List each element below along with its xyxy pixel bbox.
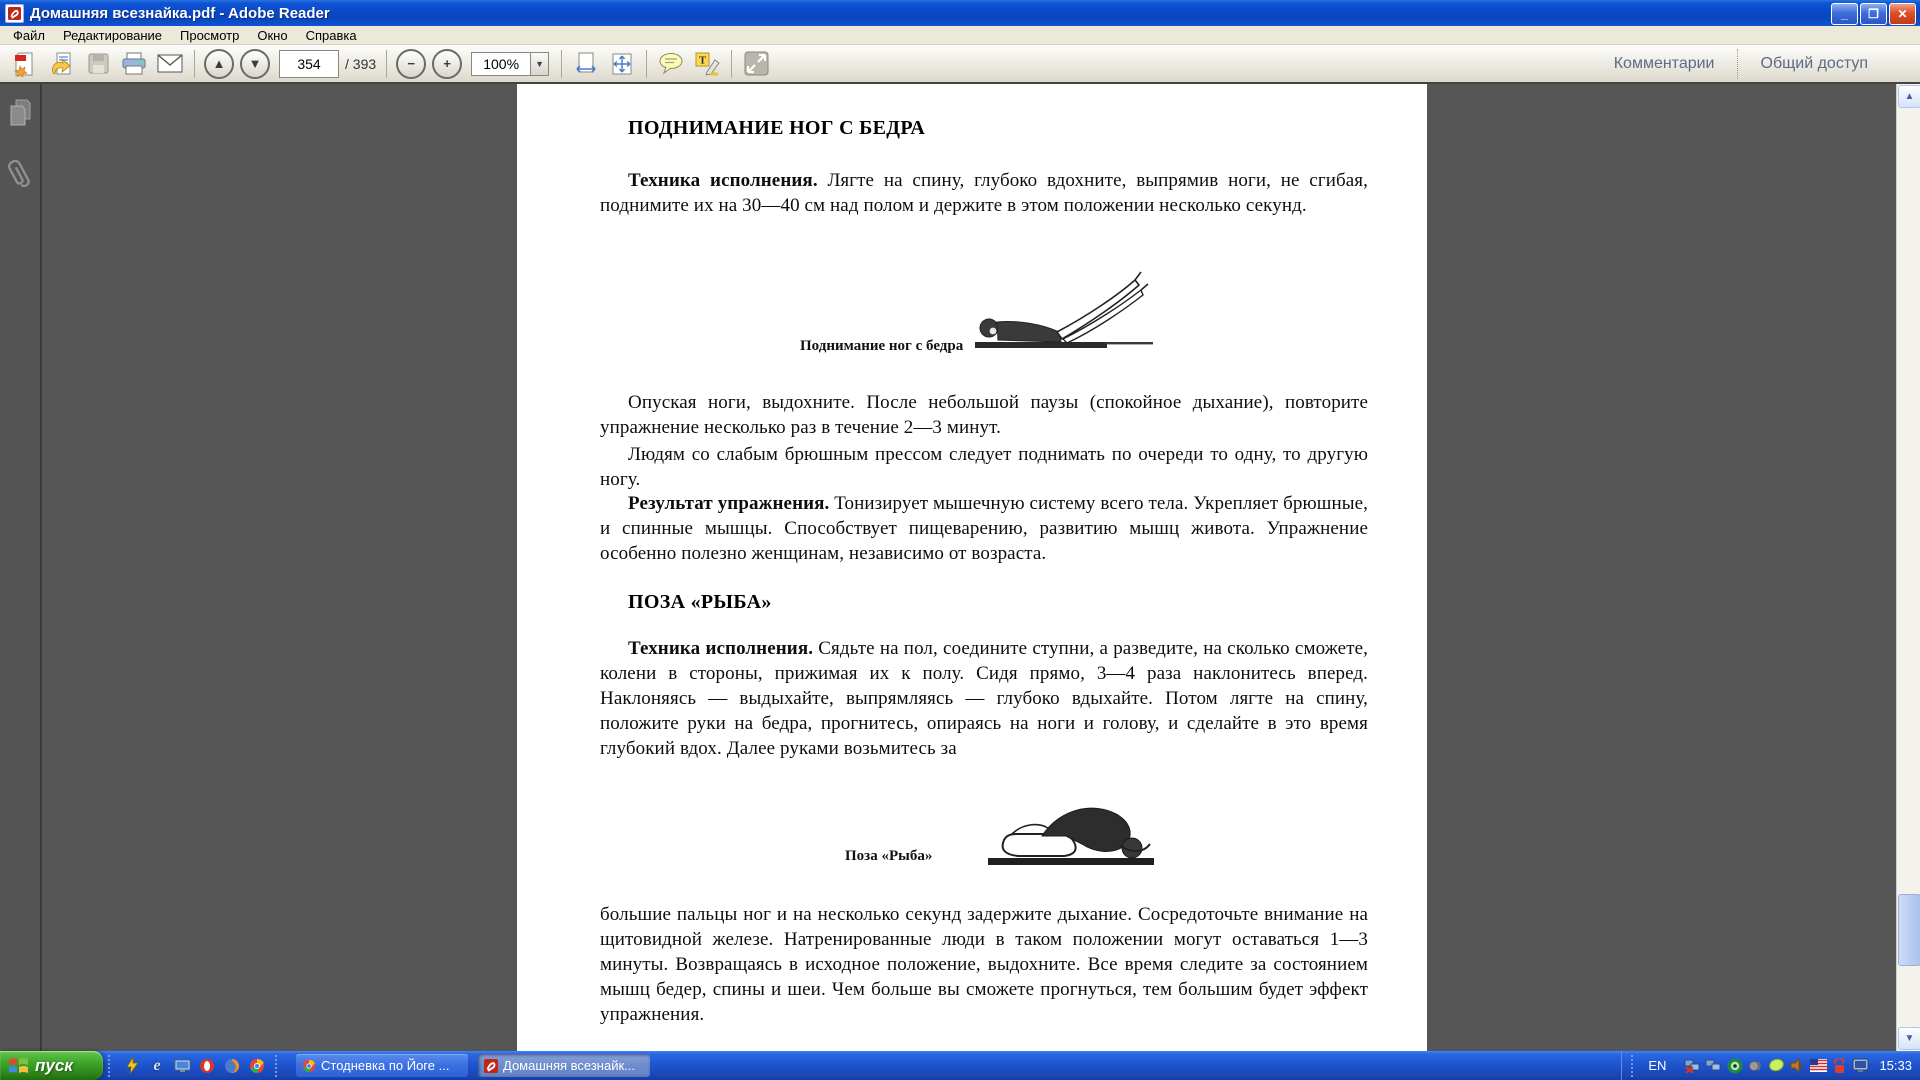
save-button[interactable] (80, 48, 116, 80)
paragraph-lead: Техника исполнения. (628, 170, 818, 191)
show-desktop-icon[interactable] (173, 1057, 191, 1075)
network-icon[interactable] (1705, 1057, 1722, 1074)
quick-launch-bar (123, 1057, 266, 1075)
zoom-level-select[interactable] (471, 52, 549, 76)
paragraph-lead: Результат упражнения. (628, 493, 830, 514)
paragraph-lead: Техника исполнения. (628, 638, 814, 659)
window-title: Домашняя всезнайка.pdf - Adobe Reader (30, 4, 330, 22)
print-button[interactable] (116, 48, 152, 80)
system-tray (1621, 1051, 1920, 1080)
attachments-paperclip-icon[interactable] (7, 156, 33, 190)
toolbar-separator (561, 50, 562, 78)
menu-file[interactable]: Файл (13, 27, 45, 43)
next-page-button[interactable]: ▼ (237, 48, 273, 80)
unlock-icon[interactable] (1831, 1057, 1848, 1074)
minimize-button[interactable]: _ (1831, 3, 1858, 25)
toolbar-separator (646, 50, 647, 78)
taskbar-handle[interactable] (275, 1055, 281, 1077)
figure-caption: Поднимание ног с бедра (800, 338, 964, 354)
section-heading: ПОДНИМАНИЕ НОГ С БЕДРА (628, 117, 926, 139)
internet-explorer-icon[interactable]: e (153, 1056, 161, 1074)
create-pdf-button[interactable] (8, 48, 44, 80)
adobe-reader-icon (5, 4, 24, 23)
start-button[interactable] (0, 1051, 103, 1080)
fullscreen-button[interactable] (738, 48, 774, 80)
email-button[interactable] (152, 48, 188, 80)
tray-handle[interactable] (1631, 1055, 1637, 1077)
adobe-reader-icon (484, 1059, 498, 1073)
toolbar-separator (731, 50, 732, 78)
figure-fish-pose-illustration (982, 790, 1167, 872)
zoom-out-button[interactable]: − (393, 48, 429, 80)
opera-icon[interactable] (198, 1057, 216, 1075)
menu-view[interactable]: Просмотр (180, 27, 240, 43)
pdf-page (517, 84, 1427, 1051)
winamp-icon[interactable] (123, 1057, 141, 1075)
language-indicator[interactable]: EN (1648, 1058, 1667, 1073)
task-button-label: Стодневка по Йоге ... (321, 1058, 450, 1073)
figure-caption: Поза «Рыба» (845, 848, 933, 864)
restore-button[interactable]: ❐ (1860, 3, 1887, 25)
open-document-button[interactable] (44, 48, 80, 80)
quick-launch-handle[interactable] (108, 1055, 114, 1077)
chrome-icon (302, 1059, 316, 1073)
flag-icon[interactable] (1810, 1057, 1827, 1074)
paragraph: Техника исполнения. Лягте на спину, глубоко вдохните, выпрямив ноги, не сгибая, поднимите их на 30—40 см над полом и держите в этом положении несколько секунд. (600, 170, 1368, 216)
menu-window[interactable]: Окно (257, 27, 288, 43)
paragraph: Техника исполнения. Сядьте на пол, соедините ступни, а разведите, на сколько сможете, колени в стороны, прижимая их к полу. Сидя прямо, 3—4 раза наклонитесь вперед. Наклоняясь — выдыхайте, выпрямляясь — глубоко вдыхайте. Потом лягте на спину, положите руки на бедра, прогнитесь, опираясь на ноги и голову, и сделайте в это время глубокий вдох. Далее руками возьмитесь за (600, 638, 1368, 759)
task-button-chrome[interactable] (296, 1054, 468, 1077)
antivirus-icon[interactable] (1726, 1057, 1743, 1074)
task-button-label: Домашняя всезнайк... (503, 1058, 636, 1073)
task-button-adobe-reader[interactable] (478, 1054, 650, 1077)
highlight-text-button[interactable] (689, 48, 725, 80)
navigation-sidebar (0, 84, 42, 1051)
pages-panel-icon[interactable] (7, 98, 33, 128)
page-number-input[interactable] (279, 50, 339, 78)
scrollbar-thumb[interactable] (1898, 894, 1920, 966)
windows-logo-icon (8, 1056, 29, 1075)
audio-device-icon[interactable] (1747, 1057, 1764, 1074)
menu-bar (0, 26, 1920, 45)
menu-help[interactable]: Справка (305, 27, 357, 43)
toolbar-separator (194, 50, 195, 78)
page-total-label: / 393 (345, 55, 377, 72)
messenger-icon[interactable] (1768, 1057, 1785, 1074)
toolbar-separator (386, 50, 387, 78)
figure-legs-raised-illustration (967, 262, 1162, 362)
paragraph: Результат упражнения. Тонизирует мышечную систему всего тела. Укрепляет брюшные, и спинные мышцы. Способствует пищеварению, развитию мышц живота. Упражнение особенно полезно женщинам, независимо от возраста. (600, 493, 1368, 564)
display-settings-icon[interactable] (1852, 1057, 1869, 1074)
zoom-in-button[interactable]: + (429, 48, 465, 80)
firefox-icon[interactable] (223, 1057, 241, 1075)
chrome-icon[interactable] (248, 1057, 266, 1075)
comment-button[interactable] (653, 48, 689, 80)
chevron-down-icon[interactable]: ▼ (530, 52, 549, 76)
zoom-level-value[interactable]: 100% (471, 52, 530, 76)
paragraph: Опуская ноги, выдохните. После небольшой паузы (спокойное дыхание), повторите упражнение несколько раз в течение 2—3 минут. (600, 392, 1368, 438)
scroll-up-button[interactable]: ▲ (1898, 85, 1920, 108)
toolbar-right-panel (1592, 47, 1890, 81)
title-bar (0, 0, 1920, 26)
vertical-scrollbar[interactable] (1896, 84, 1920, 1051)
volume-icon[interactable] (1789, 1057, 1806, 1074)
paragraph: большие пальцы ног и на несколько секунд задержите дыхание. Сосредоточьте внимание на щитовидной железе. Натренированные люди в таком положении могут оставаться 1—3 минуты. Возвращаясь в исходное положение, выдохните. Все время следите за состоянием мышц бедер, спины и шеи. Чем больше вы сможете прогнуться, тем большим будет эффект упражнения. (600, 904, 1368, 1025)
close-button[interactable]: ✕ (1889, 3, 1916, 25)
previous-page-button[interactable]: ▲ (201, 48, 237, 80)
fit-width-button[interactable] (568, 48, 604, 80)
svg-text:T: T (698, 54, 706, 66)
fit-page-button[interactable] (604, 48, 640, 80)
start-button-label: пуск (35, 1055, 73, 1075)
paragraph: Людям со слабым брюшным прессом следует поднимать по очереди то одну, то другую ногу. (600, 444, 1368, 490)
taskbar-clock[interactable]: 15:33 (1879, 1058, 1912, 1073)
network-disconnected-icon[interactable] (1684, 1057, 1701, 1074)
scroll-down-button[interactable]: ▼ (1898, 1027, 1920, 1050)
share-panel-button[interactable]: Общий доступ (1760, 55, 1868, 72)
comments-panel-button[interactable]: Комментарии (1613, 55, 1715, 72)
menu-edit[interactable]: Редактирование (62, 27, 162, 43)
section-heading: ПОЗА «РЫБА» (628, 591, 772, 613)
